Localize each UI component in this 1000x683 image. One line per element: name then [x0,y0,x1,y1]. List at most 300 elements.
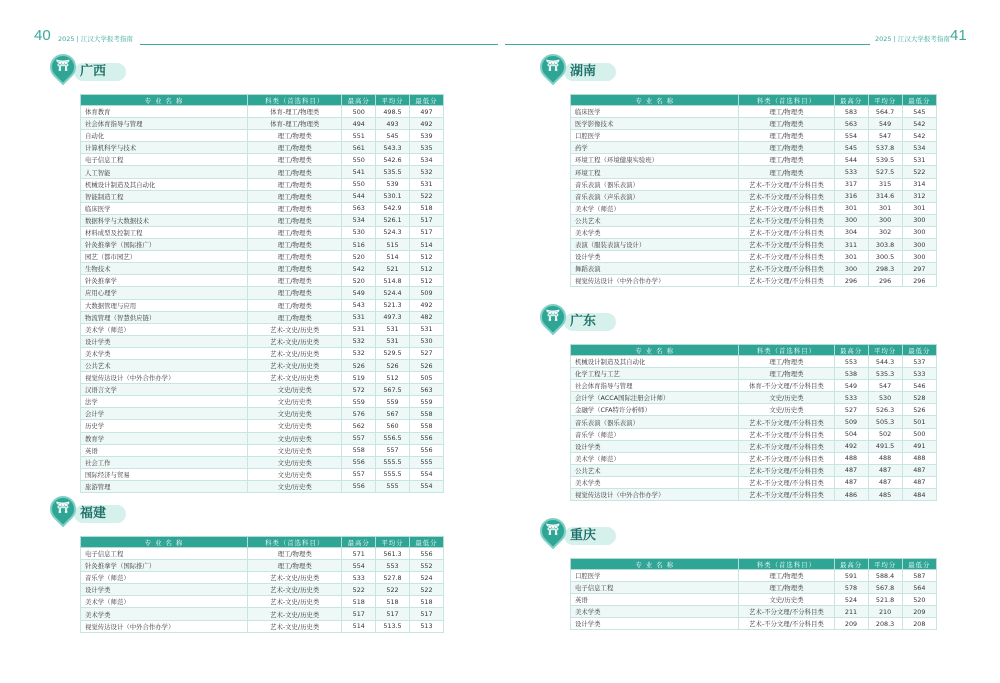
max-score-cell: 553 [834,356,868,368]
col-header-min: 最低分 [902,95,936,106]
min-score-cell: 556 [409,548,443,560]
min-score-cell: 512 [409,251,443,263]
subject-cell: 文史/历史类 [739,404,834,416]
table-row [81,548,444,560]
max-score-cell: 544 [834,154,868,166]
left-page-number: 40 [34,27,51,44]
subject-cell: 艺术-文史/历史类 [247,596,341,608]
major-cell: 会计学 [81,408,248,420]
table-header-row [81,537,444,548]
subject-cell: 艺术-文史/历史类 [247,608,341,620]
table-row [571,380,937,392]
section-fujian [56,501,444,633]
min-score-cell: 487 [902,476,936,488]
min-score-cell: 501 [902,416,936,428]
major-cell: 园艺（都市园艺） [81,251,248,263]
max-score-cell: 558 [342,444,376,456]
max-score-cell: 316 [834,190,868,202]
min-score-cell: 522 [409,190,443,202]
major-cell: 音乐学（师范） [571,428,739,440]
major-cell: 应用心理学 [81,287,248,299]
avg-score-cell: 497.3 [376,311,410,323]
min-score-cell: 587 [902,570,936,582]
min-score-cell: 512 [409,275,443,287]
max-score-cell: 531 [342,323,376,335]
table-row [571,178,937,190]
max-score-cell: 556 [342,456,376,468]
table-row [81,251,444,263]
table-row [81,323,444,335]
table-row [571,368,937,380]
min-score-cell: 300 [902,226,936,238]
min-score-cell: 534 [902,142,936,154]
table-row [81,620,444,632]
min-score-cell: 505 [409,372,443,384]
avg-score-cell: 300 [868,214,902,226]
table-row [81,226,444,238]
min-score-cell: 552 [409,560,443,572]
min-score-cell: 539 [409,130,443,142]
max-score-cell: 576 [342,408,376,420]
col-header-subject: 科类（首选科目） [739,559,834,570]
max-score-cell: 549 [834,380,868,392]
table-row [571,130,937,142]
max-score-cell: 550 [342,178,376,190]
min-score-cell: 530 [409,335,443,347]
max-score-cell: 556 [342,480,376,492]
avg-score-cell: 210 [868,606,902,618]
subject-cell: 理工/物理类 [247,251,341,263]
min-score-cell: 522 [902,166,936,178]
major-cell: 化学工程与工艺 [571,368,739,380]
min-score-cell: 534 [409,154,443,166]
subject-cell: 艺术-不分文理/不分科目类 [739,489,834,501]
max-score-cell: 522 [342,584,376,596]
col-header-major: 专 业 名 称 [571,95,739,106]
avg-score-cell: 530.1 [376,190,410,202]
subject-cell: 艺术-文史/历史类 [247,372,341,384]
major-cell: 机械设计制造及其自动化 [571,356,739,368]
subject-cell: 理工/物理类 [739,142,834,154]
table-row [81,468,444,480]
avg-score-cell: 547 [868,130,902,142]
max-score-cell: 583 [834,106,868,118]
subject-cell: 理工/物理类 [247,166,341,178]
region-title: 广东 [570,314,597,329]
avg-score-cell: 559 [376,396,410,408]
table-row [571,166,937,178]
avg-score-cell: 515 [376,239,410,251]
subject-cell: 艺术-不分文理/不分科目类 [739,178,834,190]
avg-score-cell: 517 [376,608,410,620]
subject-cell: 理工/物理类 [247,154,341,166]
major-cell: 美术学类 [81,347,248,359]
avg-score-cell: 535.3 [868,368,902,380]
subject-cell: 文史/历史类 [247,432,341,444]
max-score-cell: 296 [834,275,868,287]
major-cell: 设计学类 [571,618,739,630]
min-score-cell: 559 [409,396,443,408]
avg-score-cell: 208.3 [868,618,902,630]
table-row [81,178,444,190]
subject-cell: 文史/历史类 [247,396,341,408]
max-score-cell: 572 [342,384,376,396]
avg-score-cell: 521.3 [376,299,410,311]
col-header-min: 最低分 [902,559,936,570]
col-header-avg: 平均分 [376,537,410,548]
table-row [81,480,444,492]
min-score-cell: 513 [409,620,443,632]
subject-cell: 艺术-文史/历史类 [247,572,341,584]
max-score-cell: 486 [834,489,868,501]
major-cell: 国际经济与贸易 [81,468,248,480]
avg-score-cell: 542.9 [376,202,410,214]
table-row [81,408,444,420]
avg-score-cell: 314.6 [868,190,902,202]
avg-score-cell: 567.5 [376,384,410,396]
major-cell: 会计学（ACCA国际注册会计师） [571,392,739,404]
major-cell: 口腔医学 [571,570,739,582]
max-score-cell: 487 [834,464,868,476]
table-row [571,440,937,452]
max-score-cell: 538 [834,368,868,380]
max-score-cell: 304 [834,226,868,238]
avg-score-cell: 524.4 [376,287,410,299]
table-row [81,384,444,396]
col-header-avg: 平均分 [376,95,410,106]
subject-cell: 理工/物理类 [247,202,341,214]
avg-score-cell: 522 [376,584,410,596]
major-cell: 电子信息工程 [81,548,248,560]
avg-score-cell: 487 [868,464,902,476]
table-row [571,154,937,166]
subject-cell: 艺术-文史/历史类 [247,347,341,359]
right-page-guide: 2025 | 江汉大学报考指南 [875,35,950,43]
section-guangxi [56,59,444,493]
avg-score-cell: 557 [376,444,410,456]
table-row [571,570,937,582]
subject-cell: 文史/历史类 [739,392,834,404]
subject-cell: 体育-理工/物理类 [247,118,341,130]
avg-score-cell: 300.5 [868,251,902,263]
min-score-cell: 524 [409,572,443,584]
min-score-cell: 556 [409,432,443,444]
major-cell: 机械设计制造及其自动化 [81,178,248,190]
major-cell: 法学 [81,396,248,408]
table-row [81,396,444,408]
table-row [81,359,444,371]
max-score-cell: 532 [342,335,376,347]
avg-score-cell: 527.5 [868,166,902,178]
max-score-cell: 492 [834,440,868,452]
major-cell: 药学 [571,142,739,154]
max-score-cell: 524 [834,594,868,606]
table-row [571,263,937,275]
max-score-cell: 518 [342,596,376,608]
max-score-cell: 532 [342,347,376,359]
subject-cell: 理工/物理类 [247,226,341,238]
col-header-avg: 平均分 [868,559,902,570]
avg-score-cell: 549 [868,118,902,130]
min-score-cell: 300 [902,251,936,263]
major-cell: 计算机科学与技术 [81,142,248,154]
major-cell: 自动化 [81,130,248,142]
major-cell: 美术学（师范） [81,323,248,335]
min-score-cell: 312 [902,190,936,202]
major-cell: 设计学类 [81,335,248,347]
major-cell: 公共艺术 [571,464,739,476]
subject-cell: 理工/物理类 [247,130,341,142]
min-score-cell: 482 [409,311,443,323]
min-score-cell: 555 [409,456,443,468]
major-cell: 设计学类 [571,440,739,452]
min-score-cell: 300 [902,214,936,226]
subject-cell: 理工/物理类 [247,275,341,287]
avg-score-cell: 555 [376,480,410,492]
avg-score-cell: 518 [376,596,410,608]
table-row [571,618,937,630]
major-cell: 数据科学与大数据技术 [81,214,248,226]
major-cell: 视觉传达设计（中外合作办学） [571,489,739,501]
table-row [81,347,444,359]
major-cell: 公共艺术 [571,214,739,226]
col-header-min: 最低分 [409,537,443,548]
max-score-cell: 504 [834,428,868,440]
avg-score-cell: 493 [376,118,410,130]
max-score-cell: 551 [342,130,376,142]
min-score-cell: 546 [902,380,936,392]
subject-cell: 艺术-不分文理/不分科目类 [739,618,834,630]
subject-cell: 文史/历史类 [247,480,341,492]
subject-cell: 理工/物理类 [739,130,834,142]
avg-score-cell: 561.3 [376,548,410,560]
min-score-cell: 542 [902,118,936,130]
major-cell: 音乐学（师范） [81,572,248,584]
subject-cell: 文史/历史类 [247,444,341,456]
table-row [81,299,444,311]
major-cell: 视觉传达设计（中外合作办学） [571,275,739,287]
table-row [571,606,937,618]
min-score-cell: 526 [409,359,443,371]
table-header-row [571,559,937,570]
min-score-cell: 526 [902,404,936,416]
gate-icon: ⛩ [546,59,560,72]
subject-cell: 理工/物理类 [247,214,341,226]
table-row [81,372,444,384]
table-row [81,190,444,202]
avg-score-cell: 556.5 [376,432,410,444]
subject-cell: 理工/物理类 [739,118,834,130]
max-score-cell: 554 [342,560,376,572]
avg-score-cell: 315 [868,178,902,190]
table-row [81,572,444,584]
max-score-cell: 533 [834,392,868,404]
min-score-cell: 208 [902,618,936,630]
min-score-cell: 500 [902,428,936,440]
avg-score-cell: 498.5 [376,106,410,118]
table-row [571,275,937,287]
subject-cell: 理工/物理类 [247,142,341,154]
min-score-cell: 314 [902,178,936,190]
section-chongqing [546,523,937,630]
region-header [546,523,937,554]
subject-cell: 文史/历史类 [247,468,341,480]
region-header [546,309,937,340]
max-score-cell: 545 [834,142,868,154]
col-header-subject: 科类（首选科目） [739,345,834,356]
min-score-cell: 484 [902,489,936,501]
max-score-cell: 209 [834,618,868,630]
major-cell: 电子信息工程 [571,582,739,594]
max-score-cell: 557 [342,468,376,480]
table-row [571,239,937,251]
table-row [81,214,444,226]
table-row [81,420,444,432]
min-score-cell: 509 [409,287,443,299]
major-cell: 社会体育指导与管理 [571,380,739,392]
max-score-cell: 550 [342,154,376,166]
min-score-cell: 487 [902,464,936,476]
subject-cell: 理工/物理类 [247,263,341,275]
max-score-cell: 301 [834,251,868,263]
table-row [571,251,937,263]
max-score-cell: 516 [342,239,376,251]
major-cell: 美术学（师范） [571,202,739,214]
subject-cell: 理工/物理类 [247,239,341,251]
table-row [81,456,444,468]
table-row [81,560,444,572]
region-title: 湖南 [570,64,597,79]
max-score-cell: 549 [342,287,376,299]
major-cell: 音乐表演（声乐表演） [571,190,739,202]
subject-cell: 理工/物理类 [739,166,834,178]
subject-cell: 艺术-不分文理/不分科目类 [739,464,834,476]
max-score-cell: 500 [342,106,376,118]
major-cell: 美术学（师范） [81,596,248,608]
avg-score-cell: 296 [868,275,902,287]
subject-cell: 艺术-文史/历史类 [247,620,341,632]
avg-score-cell: 555.5 [376,456,410,468]
major-cell: 音乐表演（器乐表演） [571,416,739,428]
max-score-cell: 543 [342,299,376,311]
table-row [81,166,444,178]
major-cell: 物流管理（智慧供应链） [81,311,248,323]
min-score-cell: 542 [902,130,936,142]
major-cell: 视觉传达设计（中外合作办学） [81,620,248,632]
min-score-cell: 209 [902,606,936,618]
table-row [81,432,444,444]
max-score-cell: 517 [342,608,376,620]
min-score-cell: 554 [409,480,443,492]
table-row [81,287,444,299]
max-score-cell: 561 [342,142,376,154]
min-score-cell: 517 [409,608,443,620]
subject-cell: 理工/物理类 [739,154,834,166]
table-row [81,263,444,275]
min-score-cell: 296 [902,275,936,287]
max-score-cell: 211 [834,606,868,618]
left-page-guide: 2025 | 江汉大学报考指南 [58,35,133,43]
major-cell: 视觉传达设计（中外合作办学） [81,372,248,384]
max-score-cell: 300 [834,214,868,226]
min-score-cell: 533 [902,368,936,380]
major-cell: 英语 [571,594,739,606]
major-cell: 人工智能 [81,166,248,178]
right-header-rule [505,44,870,45]
subject-cell: 艺术-不分文理/不分科目类 [739,476,834,488]
col-header-major: 专 业 名 称 [571,345,739,356]
min-score-cell: 488 [902,452,936,464]
table-row [571,582,937,594]
col-header-subject: 科类（首选科目） [247,95,341,106]
avg-score-cell: 555.5 [376,468,410,480]
avg-score-cell: 485 [868,489,902,501]
major-cell: 金融学（CFA特许分析师） [571,404,739,416]
max-score-cell: 542 [342,263,376,275]
table-row [571,226,937,238]
major-cell: 大数据管理与应用 [81,299,248,311]
max-score-cell: 533 [834,166,868,178]
avg-score-cell: 544.3 [868,356,902,368]
subject-cell: 艺术-不分文理/不分科目类 [739,190,834,202]
max-score-cell: 541 [342,166,376,178]
right-page-number: 41 [950,27,967,44]
table-row [571,142,937,154]
max-score-cell: 488 [834,452,868,464]
col-header-major: 专 业 名 称 [81,537,248,548]
max-score-cell: 531 [342,311,376,323]
subject-cell: 文史/历史类 [739,594,834,606]
table-row [81,130,444,142]
max-score-cell: 563 [834,118,868,130]
max-score-cell: 527 [834,404,868,416]
subject-cell: 艺术-文史/历史类 [247,335,341,347]
min-score-cell: 556 [409,444,443,456]
subject-cell: 艺术-不分文理/不分科目类 [739,428,834,440]
col-header-avg: 平均分 [868,95,902,106]
max-score-cell: 317 [834,178,868,190]
table-row [571,416,937,428]
max-score-cell: 530 [342,226,376,238]
table-row [571,489,937,501]
avg-score-cell: 553 [376,560,410,572]
max-score-cell: 571 [342,548,376,560]
avg-score-cell: 537.8 [868,142,902,154]
min-score-cell: 527 [409,347,443,359]
table-row [571,202,937,214]
max-score-cell: 311 [834,239,868,251]
max-score-cell: 519 [342,372,376,384]
subject-cell: 文史/历史类 [247,384,341,396]
avg-score-cell: 524.3 [376,226,410,238]
major-cell: 美术学类 [571,606,739,618]
table-header-row [571,345,937,356]
min-score-cell: 563 [409,384,443,396]
table-row [571,190,937,202]
avg-score-cell: 539.5 [868,154,902,166]
col-header-avg: 平均分 [868,345,902,356]
avg-score-cell: 521 [376,263,410,275]
table-row [571,428,937,440]
major-cell: 设计学类 [571,251,739,263]
avg-score-cell: 298.3 [868,263,902,275]
gate-icon: ⛩ [546,523,560,536]
table-row [81,311,444,323]
table-row [571,118,937,130]
region-title: 福建 [80,506,107,521]
major-cell: 美术学（师范） [571,452,739,464]
avg-score-cell: 567 [376,408,410,420]
